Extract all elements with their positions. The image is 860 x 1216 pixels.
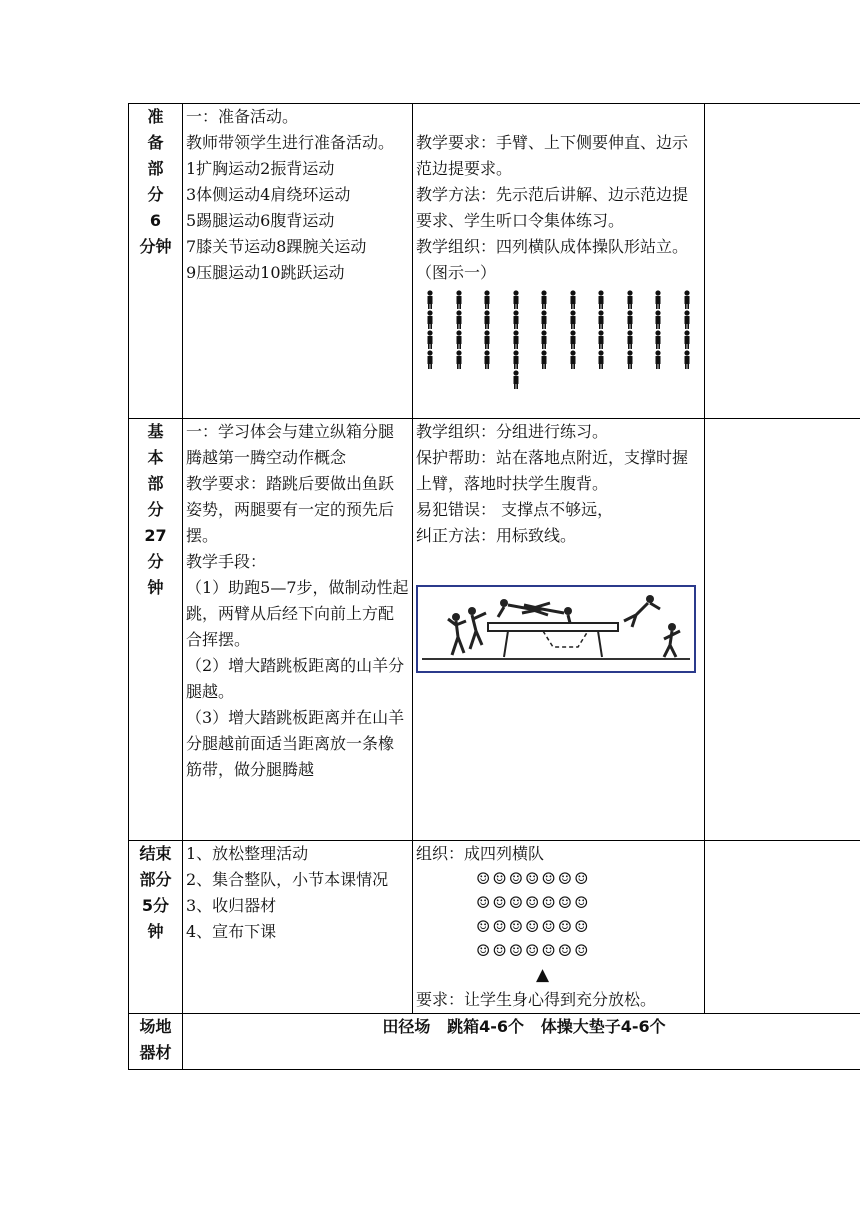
student-figure-icon <box>559 310 588 330</box>
student-figure-icon <box>445 350 474 370</box>
student-figure-icon <box>559 290 588 310</box>
prep-line: 9压腿运动10跳跃运动 <box>186 263 345 282</box>
student-figure-icon <box>445 310 474 330</box>
student-figure-icon <box>673 350 702 370</box>
formation-row <box>416 330 701 350</box>
basic-label-text: 基 本 部 分 27 分 钟 <box>144 422 167 597</box>
end-method-cell <box>413 841 705 1014</box>
student-figure-icon <box>616 350 645 370</box>
prep-line: 5踢腿运动6腹背运动 <box>186 211 335 230</box>
student-figure-icon <box>530 350 559 370</box>
end-notes-cell <box>705 841 860 1014</box>
prep-line: 教师带领学生进行准备活动。 <box>186 133 395 152</box>
prep-section-label <box>129 104 183 419</box>
student-figure-icon <box>416 330 445 350</box>
student-figure-icon <box>530 330 559 350</box>
vault-sequence-figure <box>418 587 694 671</box>
teacher-marker: ▲ <box>536 965 550 985</box>
student-figure-icon <box>473 330 502 350</box>
basic-method-line: 纠正方法：用标致线。 <box>416 526 577 545</box>
teacher-figure-icon <box>502 370 531 390</box>
basic-method-line: 保护帮助：站在落地点附近，支撑时握上臂，落地时扶学生腹背。 <box>416 448 689 493</box>
prep-label-text: 准 备 部 分 6 分钟 <box>139 107 172 256</box>
basic-row <box>129 419 860 841</box>
end-content-cell <box>183 841 413 1014</box>
student-figure-icon <box>616 290 645 310</box>
empty-slot <box>473 370 502 390</box>
prep-line: 一：准备活动。 <box>186 107 299 126</box>
student-row: ☺☺☺☺☺☺☺ <box>476 893 591 912</box>
venue-text: 田径场 跳箱4-6个 体操大垫子4-6个 <box>183 1014 860 1070</box>
end-line: 1、放松整理活动 <box>186 844 309 863</box>
student-figure-icon <box>502 290 531 310</box>
end-line: 4、宣布下课 <box>186 922 277 941</box>
empty-slot <box>587 370 616 390</box>
end-row <box>129 841 860 1014</box>
basic-line: （2）增大踏跳板距离的山羊分腿越。 <box>186 656 405 701</box>
student-figure-icon <box>473 350 502 370</box>
prep-method-cell <box>413 104 705 419</box>
basic-section-label <box>129 419 183 841</box>
prep-row <box>129 104 860 419</box>
formation-diagram <box>416 290 701 390</box>
student-figure-icon <box>644 350 673 370</box>
student-figure-icon <box>644 330 673 350</box>
end-requirement: 要求：让学生身心得到充分放松。 <box>416 990 657 1009</box>
student-figure-icon <box>473 310 502 330</box>
prep-method-line: 教学要求：手臂、上下侧要伸直、边示范边提要求。 <box>416 133 689 178</box>
basic-method-cell <box>413 419 705 841</box>
student-figure-icon <box>616 310 645 330</box>
student-row: ☺☺☺☺☺☺☺ <box>476 917 591 936</box>
student-figure-icon <box>673 330 702 350</box>
vault-illustration <box>416 585 696 673</box>
basic-method-line: 易犯错误： 支撑点不够远， <box>416 500 614 519</box>
prep-line: 1扩胸运动2振背运动 <box>186 159 335 178</box>
student-figure-icon <box>587 350 616 370</box>
student-figure-icon <box>445 290 474 310</box>
student-figure-icon <box>416 350 445 370</box>
empty-slot <box>416 370 445 390</box>
empty-slot <box>673 370 702 390</box>
formation-row <box>416 350 701 370</box>
prep-method-line: 教学组织：四列横队成体操队形站立。（图示一） <box>416 237 689 282</box>
student-figure-icon <box>502 330 531 350</box>
teacher-row <box>416 370 701 390</box>
venue-row <box>129 1014 860 1070</box>
student-figure-icon <box>530 310 559 330</box>
basic-notes-cell <box>705 419 860 841</box>
prep-line: 7膝关节运动8踝腕关运动 <box>186 237 367 256</box>
basic-line: 教学要求：踏跳后要做出鱼跃姿势，两腿要有一定的预先后摆。 <box>186 474 395 545</box>
basic-line: 一：学习体会与建立纵箱分腿腾越第一腾空动作概念 <box>186 422 395 467</box>
prep-content-cell <box>183 104 413 419</box>
student-figure-icon <box>616 330 645 350</box>
basic-line: 教学手段： <box>186 552 267 571</box>
formation-row <box>416 290 701 310</box>
basic-method-line: 教学组织：分组进行练习。 <box>416 422 609 441</box>
empty-slot <box>445 370 474 390</box>
student-figure-icon <box>502 350 531 370</box>
end-line: 3、收归器材 <box>186 896 277 915</box>
student-row: ☺☺☺☺☺☺☺ <box>476 941 591 960</box>
basic-line: （1）助跑5—7步，做制动性起跳，两臂从后经下向前上方配合挥摆。 <box>186 578 409 649</box>
empty-slot <box>530 370 559 390</box>
end-label-text: 结束 部分 5分 钟 <box>139 844 172 941</box>
student-figure-icon <box>416 310 445 330</box>
student-figure-icon <box>559 350 588 370</box>
student-figure-icon <box>587 330 616 350</box>
empty-slot <box>559 370 588 390</box>
venue-label <box>129 1014 183 1070</box>
end-org-text: 组织：成四列横队 <box>416 844 545 863</box>
student-figure-icon <box>644 310 673 330</box>
student-figure-icon <box>673 290 702 310</box>
student-figure-icon <box>416 290 445 310</box>
student-figure-icon <box>559 330 588 350</box>
student-figure-icon <box>587 310 616 330</box>
student-figure-icon <box>502 310 531 330</box>
prep-method-line: 教学方法：先示范后讲解、边示范边提要求、学生听口令集体练习。 <box>416 185 689 230</box>
end-line: 2、集合整队，小节本课情况 <box>186 870 389 889</box>
student-figure-icon <box>673 310 702 330</box>
prep-line: 3体侧运动4肩绕环运动 <box>186 185 351 204</box>
venue-label-text: 场地 器材 <box>139 1017 172 1062</box>
empty-slot <box>644 370 673 390</box>
basic-content-cell <box>183 419 413 841</box>
student-figure-icon <box>473 290 502 310</box>
prep-notes-cell <box>705 104 860 419</box>
empty-slot <box>616 370 645 390</box>
student-figure-icon <box>445 330 474 350</box>
student-figure-icon <box>587 290 616 310</box>
end-section-label <box>129 841 183 1014</box>
student-row: ☺☺☺☺☺☺☺ <box>476 869 591 888</box>
student-figure-icon <box>644 290 673 310</box>
student-figure-icon <box>530 290 559 310</box>
basic-line: （3）增大踏跳板距离并在山羊分腿越前面适当距离放一条橡筋带，做分腿腾越 <box>186 708 405 779</box>
formation-row <box>416 310 701 330</box>
lesson-plan-table <box>128 103 860 1070</box>
